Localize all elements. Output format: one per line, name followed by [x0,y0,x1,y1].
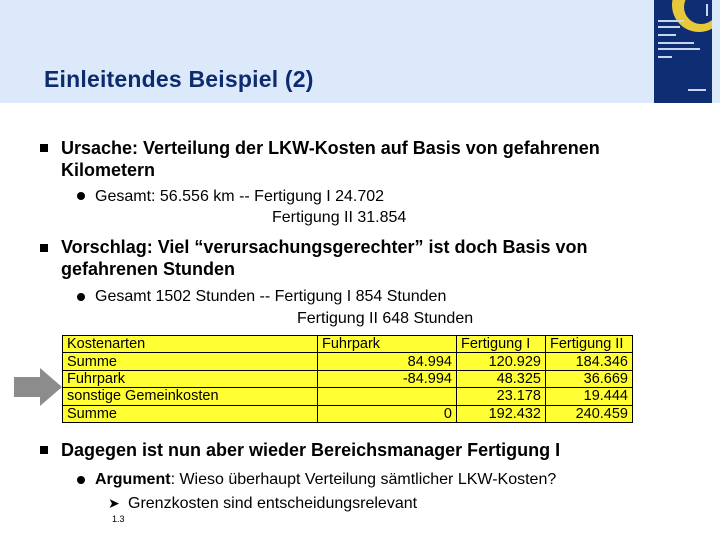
table-cell: 240.459 [546,405,633,422]
bullet-3-sub [95,469,556,490]
table-cell: 184.346 [546,353,633,370]
page-number: 1.3 [112,514,125,524]
bullet-2-sub-line1: Gesamt 1502 Stunden -- Fertigung I 854 Stunden [95,288,447,305]
bullet-dot-icon [77,192,85,200]
chevron-right-icon: ➤ [108,495,120,511]
bullet-square-icon [40,144,48,152]
bullet-1-text-cont: Kilometern [61,160,156,180]
bullet-dot-icon [77,476,85,484]
table-cell: 192.432 [457,405,546,422]
bullet-1-sub-line1: Gesamt: 56.556 km -- Fertigung I 24.702 [95,188,385,205]
table-row [63,353,633,370]
table-cell: Summe [63,405,318,422]
bullet-1-text: Ursache: Verteilung der LKW-Kosten auf Basis von gefahrenen [61,138,600,158]
bullet-square-icon [40,244,48,252]
table-row [63,405,633,422]
slide-title: Einleitendes Beispiel (2) [44,66,314,92]
table-cell: 84.994 [318,353,457,370]
bullet-2-sub-line2: Fertigung II 648 Stunden [297,310,474,327]
table-cell: Fuhrpark [63,370,318,387]
bullet-square-icon [40,446,48,454]
cost-table [62,335,633,423]
right-arrow-icon [14,368,62,406]
bullet-dot-icon [77,293,85,301]
bullet-3-text: Dagegen ist nun aber wieder Bereichsmanager Fertigung I [61,440,561,460]
argument-text: : Wieso überhaupt Verteilung sämtlicher LKW-Kosten? [170,471,557,488]
table-cell: 48.325 [457,370,546,387]
table-header-cell: Fuhrpark [318,336,457,353]
table-cell: Summe [63,353,318,370]
table-cell: 36.669 [546,370,633,387]
table-cell: 23.178 [457,388,546,405]
table-header-row [63,336,633,353]
table-cell: -84.994 [318,370,457,387]
table-cell [318,388,457,405]
table-row [63,388,633,405]
table-cell: 120.929 [457,353,546,370]
table-cell: 0 [318,405,457,422]
table-row [63,370,633,387]
table-cell: 19.444 [546,388,633,405]
table-header-cell: Kostenarten [63,336,318,353]
table-header-cell: Fertigung II [546,336,633,353]
book-cover-image [654,0,712,103]
argument-label: Argument [95,471,171,488]
title-banner [0,0,720,103]
bullet-1-sub-line2: Fertigung II 31.854 [272,209,407,226]
table-cell: sonstige Gemeinkosten [63,388,318,405]
table-header-cell: Fertigung I [457,336,546,353]
bullet-2-text: Vorschlag: Viel “verursachungsgerechter” ist doch Basis von [61,237,588,257]
bullet-2-text-cont: gefahrenen Stunden [61,259,236,279]
bullet-3-subsub: Grenzkosten sind entscheidungsrelevant [128,495,418,512]
